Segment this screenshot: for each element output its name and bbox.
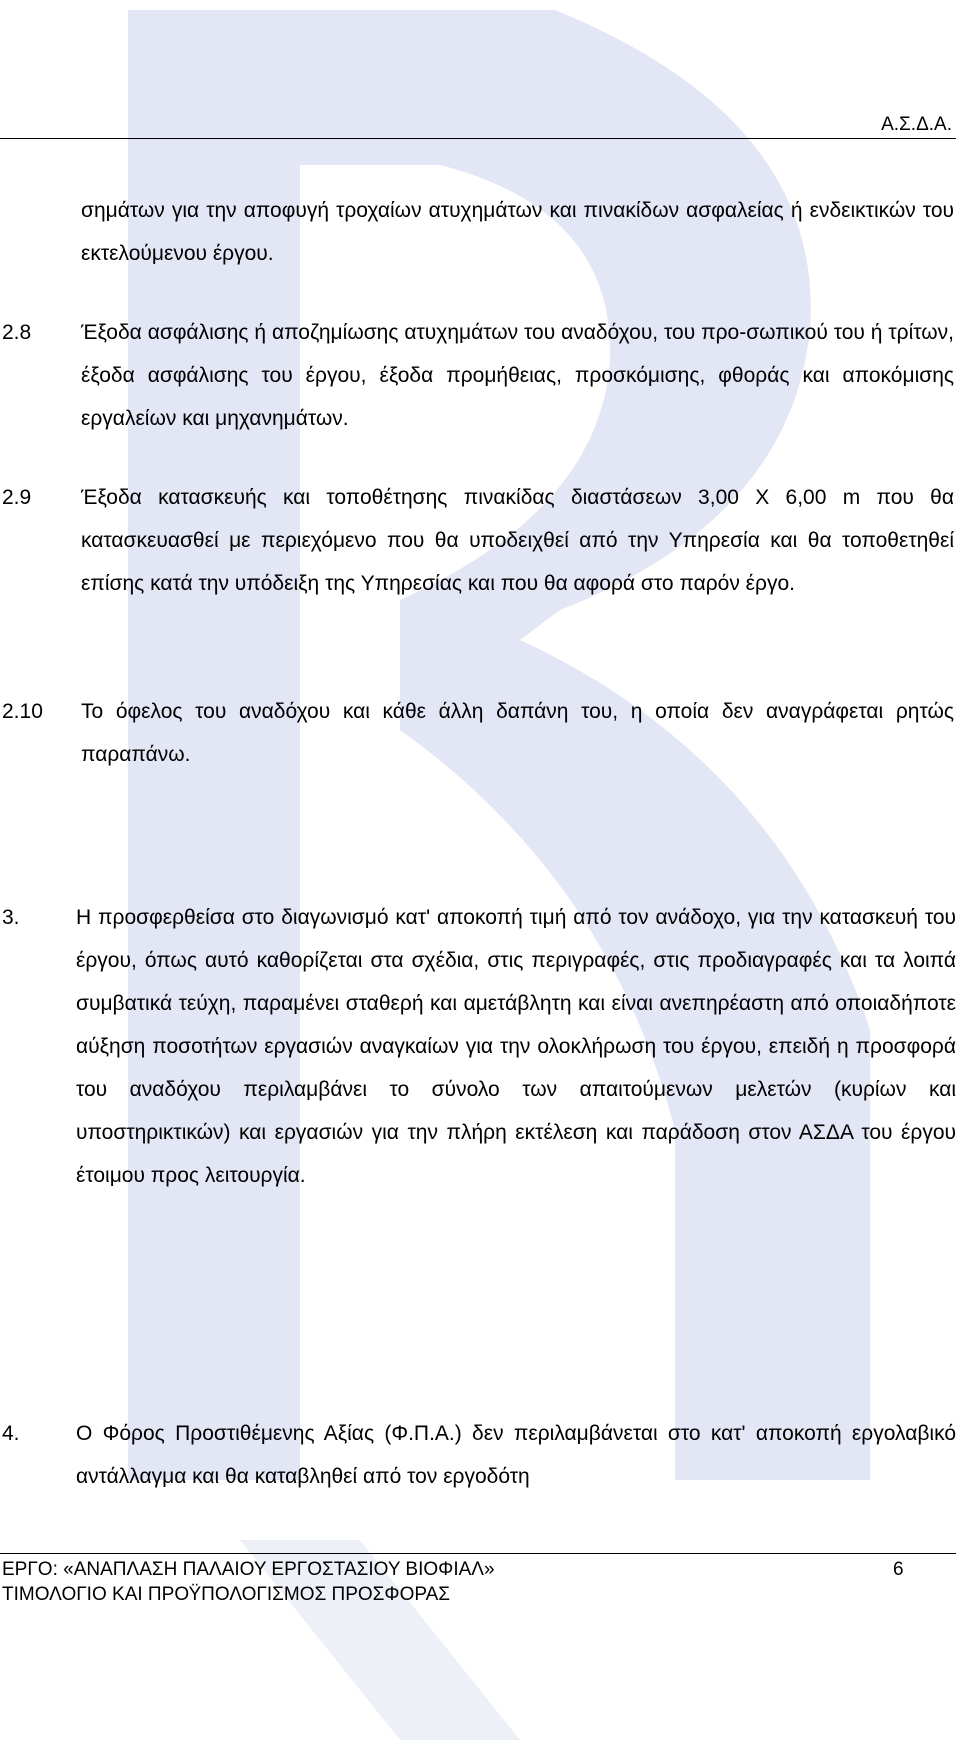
paragraph-number: 3.	[2, 906, 20, 929]
paragraph-number: 2.10	[2, 700, 43, 723]
footer-divider	[0, 1553, 956, 1554]
footer-document-title: ΤΙΜΟΛΟΓΙΟ ΚΑΙ ΠΡΟΫΠΟΛΟΓΙΣΜΟΣ ΠΡΟΣΦΟΡΑΣ	[2, 1584, 451, 1605]
paragraph-text: Το όφελος του αναδόχου και κάθε άλλη δαπάνη του, η οποία δεν αναγράφεται ρητώς παραπάνω.	[81, 700, 954, 766]
paragraph-text: Ο Φόρος Προστιθέμενης Αξίας (Φ.Π.Α.) δεν περιλαμβάνεται στο κατ' αποκοπή εργολαβικό αντάλλαγμα και θα καταβληθεί από τον εργοδότη	[76, 1422, 956, 1488]
paragraph-2-9	[2, 476, 954, 605]
header-divider	[0, 138, 956, 139]
paragraph-number: 2.9	[2, 486, 32, 509]
paragraph-continuation	[81, 189, 954, 275]
paragraph-4	[2, 1412, 956, 1498]
paragraph-text: Η προσφερθείσα στο διαγωνισμό κατ' αποκοπή τιμή από τον ανάδοχο, για την κατασκευή του έργου, όπως αυτό καθορίζεται στα σχέδια, στις περιγραφές, στις προδιαγραφές και τα λοιπά συμβατικά τεύχη, παραμένει σταθερή και αμετάβλητη και είναι ανεπηρέαστη από οποιαδήποτε αύξηση ποσοτήτων εργασιών αναγκαίων για την ολοκλήρωση του έργου, επειδή η προσφορά του αναδόχου περιλαμβάνει το σύνολο των απαιτούμενων μελετών (κυρίων και υποστηρικτικών) και εργασιών για την πλήρη εκτέλεση και παράδοση στον ΑΣΔΑ του έργου έτοιμου προς λειτουργία.	[76, 906, 956, 1187]
paragraph-text: σημάτων για την αποφυγή τροχαίων ατυχημάτων και πινακίδων ασφαλείας ή ενδεικτικών του εκτελούμενου έργου.	[81, 199, 954, 265]
paragraph-number: 4.	[2, 1422, 20, 1445]
paragraph-number: 2.8	[2, 321, 32, 344]
paragraph-3	[2, 896, 956, 1197]
paragraph-text: Έξοδα κατασκευής και τοποθέτησης πινακίδας διαστάσεων 3,00 Χ 6,00 m που θα κατασκευασθεί με περιεχόμενο που θα υποδειχθεί από την Υπηρεσία και θα τοποθετηθεί επίσης κατά την υπόδειξη της Υπηρεσίας και που θα αφορά στο παρόν έργο.	[81, 486, 954, 595]
paragraph-text: Έξοδα ασφάλισης ή αποζημίωσης ατυχημάτων του αναδόχου, του προ-σωπικού του ή τρίτων, έξοδα ασφάλισης του έργου, έξοδα προμήθειας, προσκόμισης, φθοράς και αποκόμισης εργαλείων και μηχανημάτων.	[81, 321, 954, 430]
page-number: 6	[893, 1559, 904, 1580]
footer-project-title: ΕΡΓΟ: «ΑΝΑΠΛΑΣΗ ΠΑΛΑΙΟΥ ΕΡΓΟΣΤΑΣΙΟΥ ΒΙΟΦΙΑΛ»	[2, 1559, 495, 1580]
header-code: Α.Σ.Δ.Α.	[881, 114, 952, 135]
paragraph-2-8	[2, 311, 954, 440]
paragraph-2-10	[2, 690, 954, 776]
